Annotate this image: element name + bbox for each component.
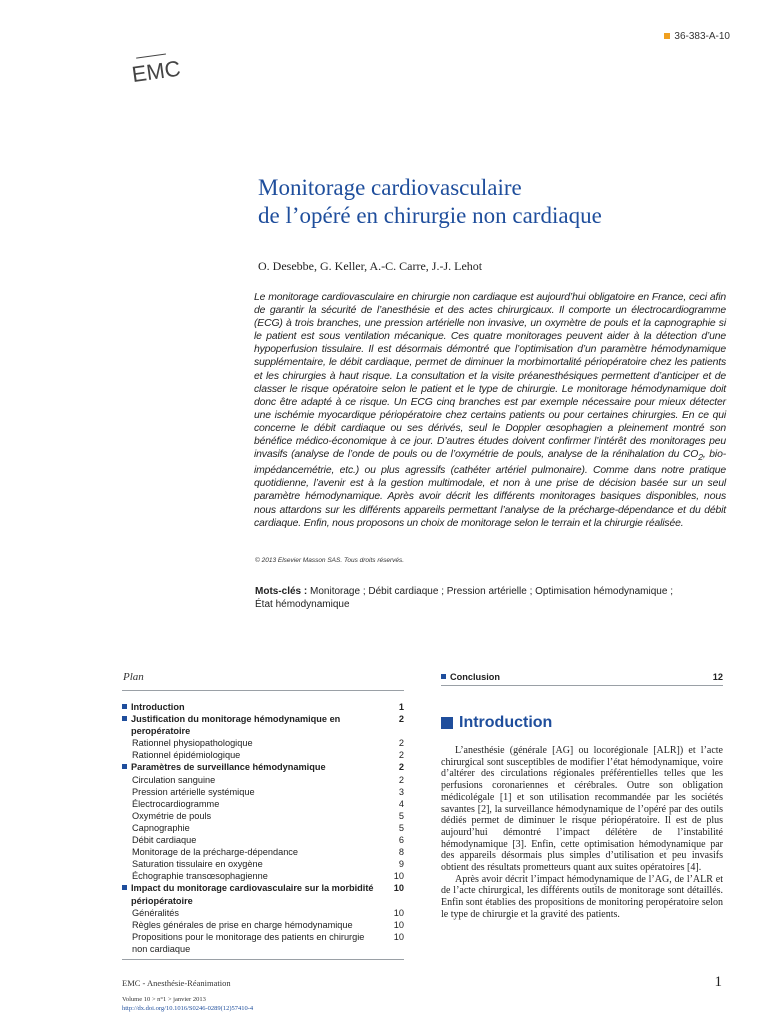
plan-entry-page: 12 [712,672,723,682]
footer-volume: Volume 10 > n°1 > janvier 2013 [122,996,206,1003]
plan-entry-page: 5 [398,810,404,821]
plan-entry[interactable] [122,919,404,931]
plan-entry[interactable] [122,786,404,798]
plan-entry-text: Électrocardiogramme [132,798,220,809]
plan-entry-page: 1 [398,702,404,712]
title-line-2: de l’opéré en chirurgie non cardiaque [258,203,602,228]
plan-entry-conclusion[interactable] [441,671,723,683]
plan-entry[interactable] [122,858,404,870]
svg-text:EMC: EMC [130,55,183,88]
plan-entry-page: 4 [398,798,404,809]
plan-label: Plan [123,671,144,683]
plan-entry[interactable] [122,737,404,749]
plan-entry[interactable] [122,774,404,786]
plan-entry-page: 5 [398,822,404,833]
article-title [258,174,728,230]
plan-entry-page: 3 [398,786,404,797]
plan-entry-page: 10 [393,919,404,930]
emc-logo [128,44,183,94]
plan-entry-text: Propositions pour le monitorage des patients en chirurgie non cardiaque [132,931,365,954]
plan-entry-text: Monitorage de la précharge-dépendance [132,847,299,858]
plan-entry-text: Rationnel épidémiologique [132,750,241,761]
plan-entry[interactable] [122,761,404,773]
conclusion-divider [441,685,723,686]
plan-divider-bottom [122,959,404,960]
keywords-label: Mots-clés : [255,586,308,597]
plan-entry-page: 2 [398,762,404,773]
plan-entry[interactable] [122,749,404,761]
page-number: 1 [714,974,722,990]
plan-entry[interactable] [122,870,404,882]
plan-entry[interactable] [122,931,404,955]
plan-entry-text: Saturation tissulaire en oxygène [132,859,263,870]
square-bullet-icon [664,33,670,39]
plan-divider-top [122,690,404,691]
plan-entry-text: Débit cardiaque [132,835,197,846]
plan-entry-text: Oxymétrie de pouls [132,810,212,821]
plan-entry-page: 10 [393,883,404,894]
plan-entry-text: Conclusion [441,671,705,683]
plan-entry[interactable] [122,701,404,713]
footer-doi-link[interactable]: http://dx.doi.org/10.1016/S0246-0289(12)57410-4 [122,1005,254,1012]
introduction-body [441,745,723,921]
plan-entry[interactable] [122,846,404,858]
plan-entry[interactable] [122,822,404,834]
plan-list [122,701,404,955]
plan-entry-page: 10 [393,907,404,918]
plan-entry[interactable] [122,907,404,919]
copyright: © 2013 Elsevier Masson SAS. Tous droits réservés. [255,557,405,564]
plan-entry-text: Règles générales de prise en charge hémodynamique [132,919,353,930]
plan-entry-text: Échographie transœsophagienne [132,871,268,882]
plan-entry-text: Pression artérielle systémique [132,786,255,797]
plan-entry-page: 6 [398,835,404,846]
plan-entry-page: 2 [398,774,404,785]
abstract-subscript: 2 [698,452,703,463]
plan-entry-text: Paramètres de surveillance hémodynamique [122,761,386,773]
plan-entry-page: 10 [393,931,404,942]
introduction-paragraph: L’anesthésie (générale [AG] ou locorégionale [ALR]) et l’acte chirurgical sont susceptibles de modifier l’état hémodynamique, voire d’altérer des circulations régionales préférentielles telles que les perfusions coronariennes et cérébrales. Outre son obligation médicolégale [1] et son utilisation recommandée par les sociétés savantes [2], la surveillance hémodynamique de l’opéré par des outils dédiés permet de diminuer le risque périopératoire. Il est de plus aujourd’hui démontré l’impact délétère de l’instabilité hémodynamique [3]. Enfin, cette optimisation hémodynamique par des appareils désormais plus simples d’utilisation et peu invasifs obtient des résultats prometteurs quant aux suites opératoires [4]. [441,745,723,874]
introduction-paragraph: Après avoir décrit l’impact hémodynamique de l’AG, de l’ALR et de l’acte chirurgical, les différents outils de monitorage sont détaillés. Enfin sont établies des propositions de monitoring peropératoire selon le type de chirurgie et la gravité des patients. [441,873,723,920]
plan-entry-text: Rationnel physiopathologique [132,738,253,749]
plan-entry-text: Capnographie [132,822,190,833]
keywords-list: Monitorage ; Débit cardiaque ; Pression artérielle ; Optimisation hémodynamique ; État hémodynamique [255,586,673,610]
plan-entry[interactable] [122,810,404,822]
square-bullet-icon [441,717,453,729]
plan-entry-text: Circulation sanguine [132,774,216,785]
plan-entry-text: Justification du monitorage hémodynamique en peropératoire [122,713,386,737]
section-heading [441,714,552,732]
plan-entry-page: 9 [398,859,404,870]
abstract-text-part2: , bio-impédancemétrie, etc.) ou plus agressifs (cathéter artériel pulmonaire). Comme dans notre pratique quotidienne, l’avenir est à la gestion multimodale, et non à une prise de décision basée sur un seul paramètre hémodynamique. Après avoir décrit les différents monitorages basiques disponibles, nous nous attardons sur les différents appareils permettant l’analyse de la précharge-dépendance et du débit cardiaque. Enfin, nous proposons un choix de monitorage selon le terrain et la chirurgie réalisée. [254,449,727,529]
section-heading-text: Introduction [459,714,553,731]
plan-entry-text: Généralités [132,907,179,918]
plan-entry[interactable] [122,798,404,810]
keywords [255,585,675,611]
abstract [254,291,726,530]
plan-entry[interactable] [122,834,404,846]
abstract-text-part1: Le monitorage cardiovasculaire en chirurgie non cardiaque est aujourd’hui obligatoire en France, ceci afin de garantir la sécurité de l’anesthésie et des actes chirurgicaux. Il comporte un électrocardiogramme (ECG) à trois branches, une pression artérielle non invasive, un oxymètre de pouls et la capnographie si le patient est sous ventilation mécanique. Ces quatre monitorages peuvent aider à la détection d’une hypoperfusion tissulaire. Il est désormais démontré que l’optimisation d’un paramètre hémodynamique supplémentaire, le débit cardiaque, permet de diminuer la morbimortalité périopératoire chez les patients et les chirurgies à haut risque. La consultation et la visite préanesthésiques permettent d’anticiper et de classer le risque opératoire selon le patient et le type de chirurgie. Le monitorage hémodynamique doit donc être adapté à ce risque. Un ECG cinq branches est par exemple nécessaire pour mieux détecter une ischémie myocardique périopératoire chez certains patients ou pour certaines chirurgies. En ce qui concerne le débit cardiaque ou ses dérivés, seul le Doppler œsophagien a pleinement montré son bénéfice médico-économique à ce jour. D’autres études doivent confirmer l’intérêt des monitorages peu invasifs (analyse de l’onde de pouls ou de l’oxymétrie de pouls, analyse de la rénihalation du CO [254,292,726,461]
plan-entry[interactable] [122,882,404,906]
footer-journal: EMC - Anesthésie-Réanimation [122,978,231,988]
plan-entry-page: 8 [398,847,404,858]
plan-entry-text: Introduction [122,701,386,713]
plan-entry[interactable] [122,713,404,737]
authors: O. Desebbe, G. Keller, A.-C. Carre, J.-J. Lehot [258,259,483,273]
reference-code: 36-383-A-10 [674,31,730,42]
article-reference [664,31,730,42]
title-line-1: Monitorage cardiovasculaire [258,175,522,200]
plan-entry-page: 2 [398,714,404,725]
plan-entry-page: 10 [393,871,404,882]
plan-entry-text: Impact du monitorage cardiovasculaire sur la morbidité périopératoire [122,882,386,906]
plan-entry-page: 2 [398,738,404,749]
plan-entry-page: 2 [398,750,404,761]
